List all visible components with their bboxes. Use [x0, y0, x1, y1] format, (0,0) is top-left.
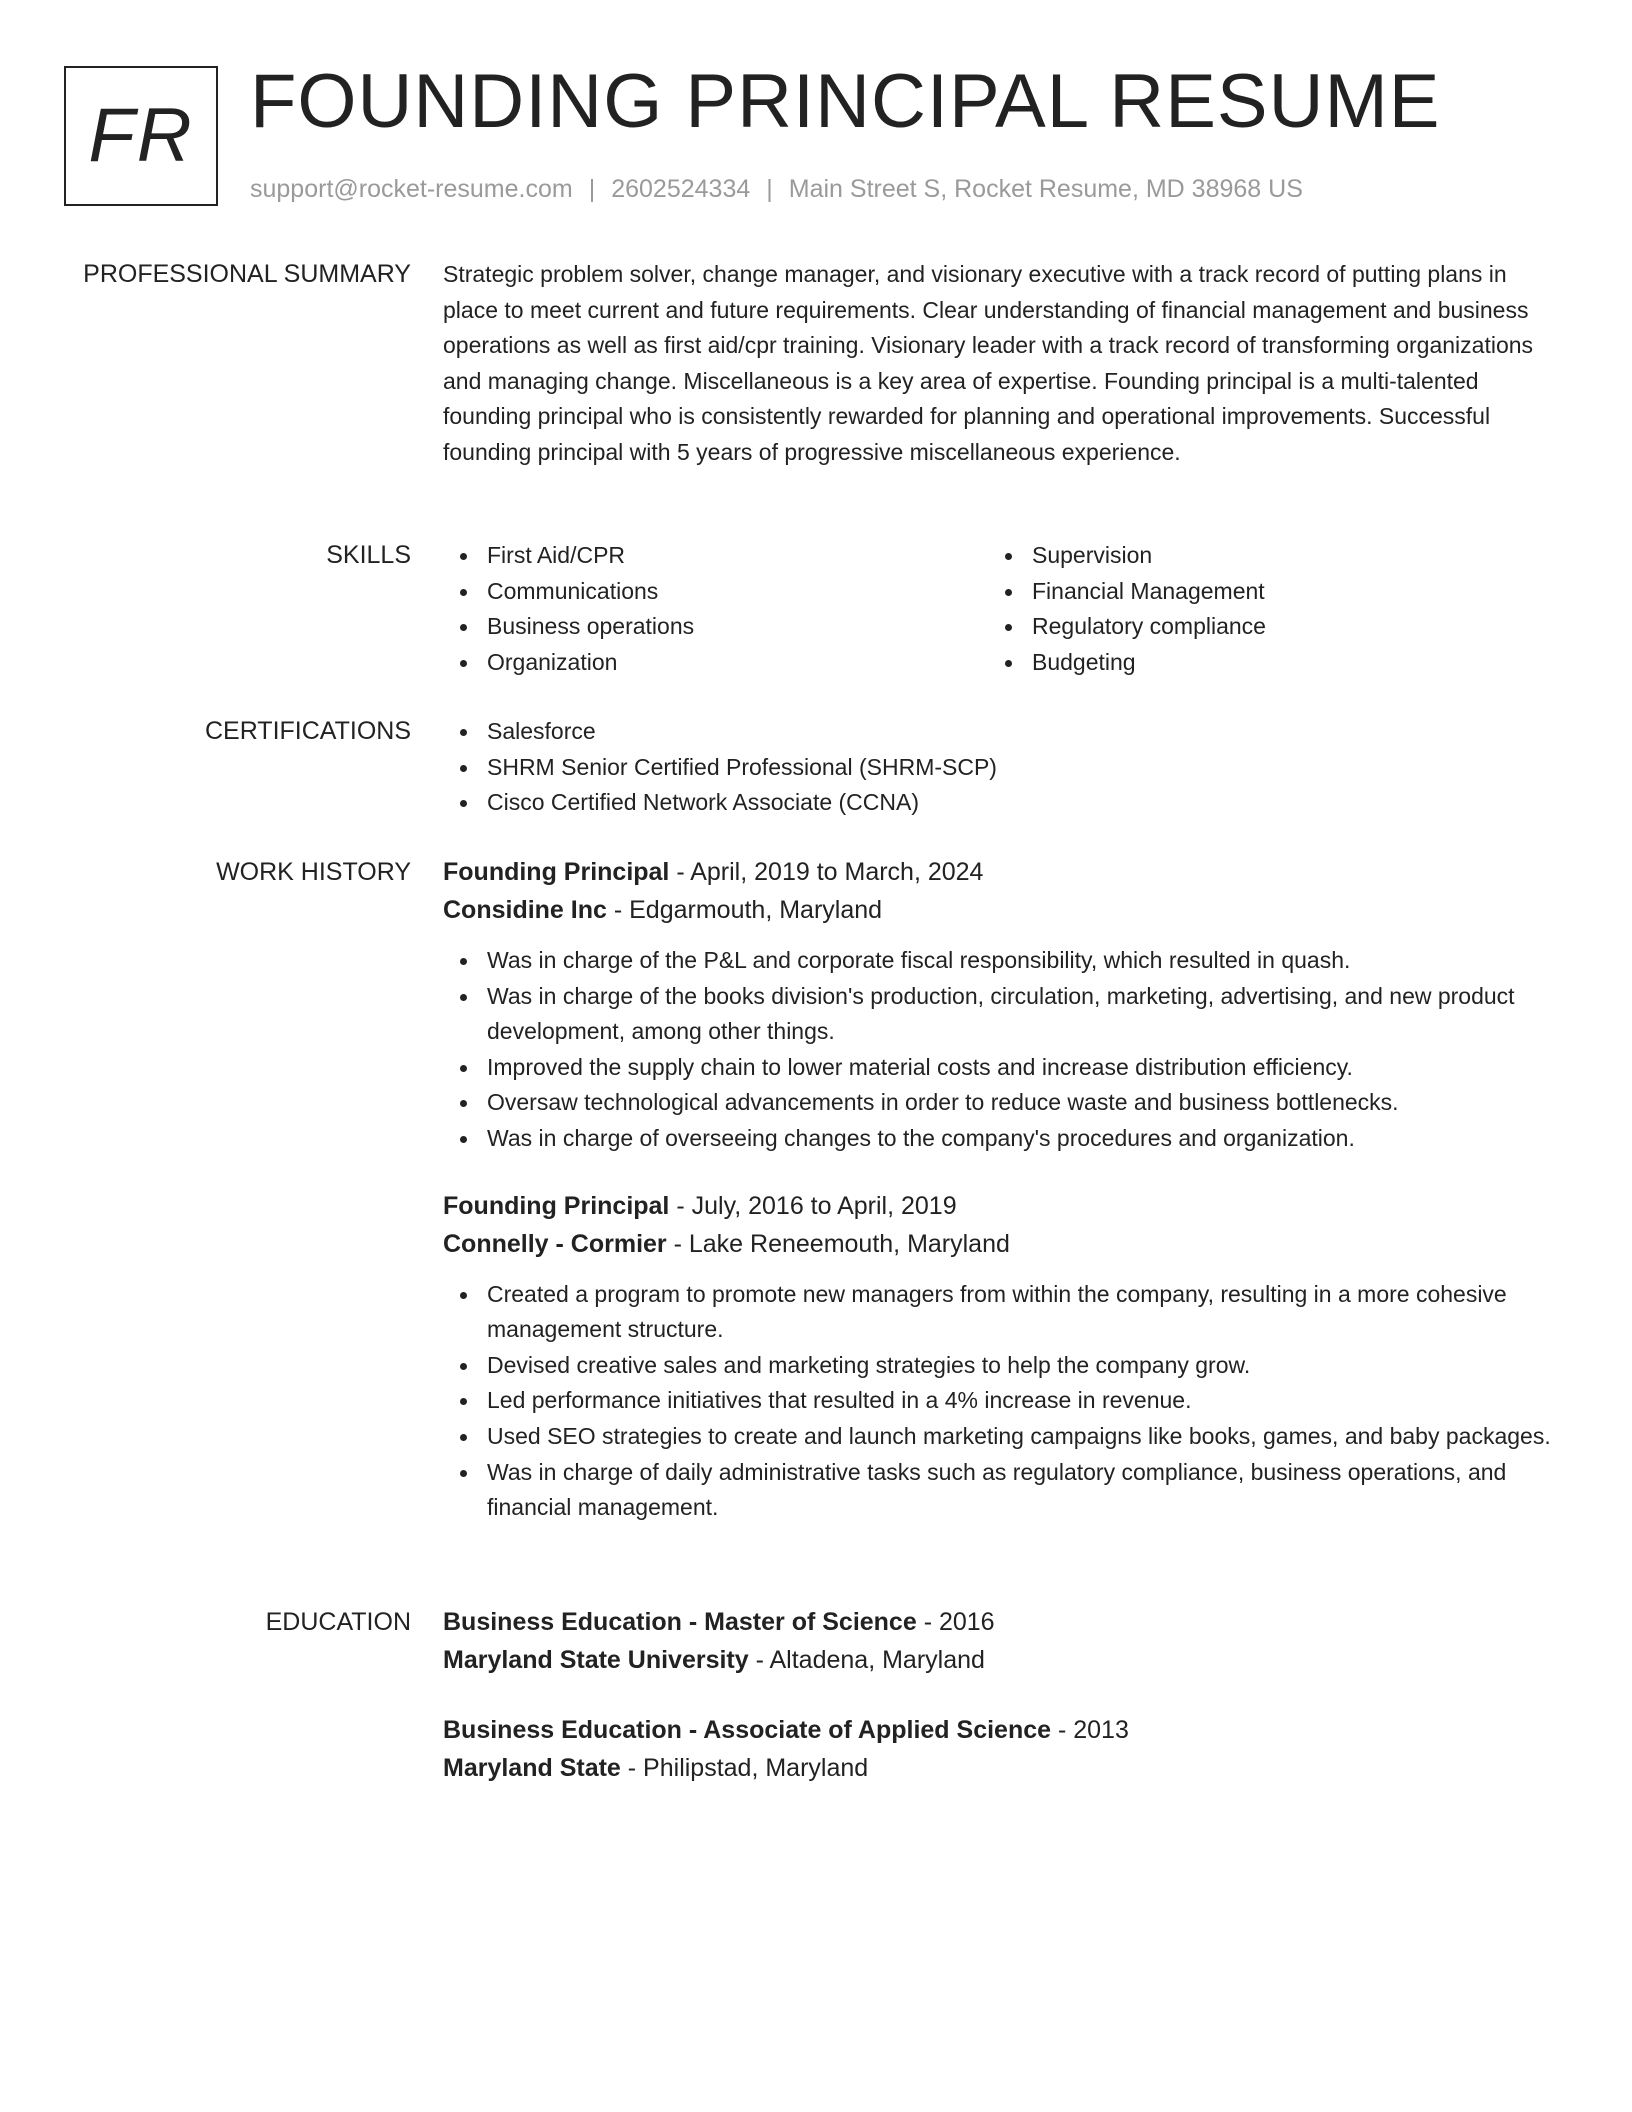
- education-school-line: [443, 1749, 1553, 1787]
- education-year: - 2016: [916, 1608, 995, 1636]
- skill-item: Business operations: [443, 609, 988, 645]
- skill-item: Financial Management: [988, 574, 1533, 610]
- job-duty: Devised creative sales and marketing strategies to help the company grow.: [443, 1348, 1553, 1384]
- education-entry: [443, 1603, 1553, 1679]
- contact-separator: |: [588, 175, 596, 203]
- job-location: - Lake Reneemouth, Maryland: [666, 1229, 1010, 1258]
- certification-item: SHRM Senior Certified Professional (SHRM-SCP): [443, 750, 1553, 786]
- education-degree: Business Education - Master of Science: [443, 1608, 917, 1636]
- skills-section: [443, 538, 1553, 680]
- job-duty: Created a program to promote new managers from within the company, resulting in a more cohesive management structure.: [443, 1277, 1553, 1348]
- job-duty: Oversaw technological advancements in order to reduce waste and business bottlenecks.: [443, 1085, 1553, 1121]
- education-entry: [443, 1711, 1553, 1787]
- certifications-list: [443, 714, 1553, 821]
- job-duty: Was in charge of overseeing changes to the company's procedures and organization.: [443, 1121, 1553, 1157]
- skill-item: Budgeting: [988, 645, 1533, 681]
- job-title-line: [443, 1187, 1553, 1225]
- education-school: Maryland State: [443, 1754, 621, 1782]
- job-duty: Led performance initiatives that resulted in a 4% increase in revenue.: [443, 1383, 1553, 1419]
- initials-monogram: [64, 66, 218, 206]
- certifications-section: [443, 714, 1553, 821]
- skill-item: Communications: [443, 574, 988, 610]
- job-title-line: [443, 853, 1553, 891]
- skills-grid: [443, 538, 1553, 680]
- job-company: Connelly - Cormier: [443, 1229, 667, 1258]
- job-entry: [443, 853, 1553, 1157]
- job-dates: - April, 2019 to March, 2024: [669, 858, 984, 886]
- job-duty: Was in charge of daily administrative tasks such as regulatory compliance, business operations, and financial management.: [443, 1455, 1553, 1526]
- job-duty: Was in charge of the books division's production, circulation, marketing, advertising, and new product development, among other things.: [443, 979, 1553, 1050]
- skill-item: First Aid/CPR: [443, 538, 988, 574]
- skill-item: Regulatory compliance: [988, 609, 1533, 645]
- skill-item: Organization: [443, 645, 988, 681]
- job-company: Considine Inc: [443, 896, 607, 924]
- job-company-line: [443, 1225, 1553, 1263]
- education-section: [443, 1603, 1553, 1787]
- contact-line: [250, 172, 1303, 206]
- job-duties-list: [443, 1277, 1553, 1526]
- certification-item: Cisco Certified Network Associate (CCNA): [443, 785, 1553, 821]
- education-year: - 2013: [1051, 1716, 1129, 1744]
- initials-text: FR: [88, 93, 194, 178]
- education-location: - Philipstad, Maryland: [620, 1754, 869, 1782]
- section-label-work-history: WORK HISTORY: [216, 858, 411, 886]
- job-duties-list: [443, 943, 1553, 1157]
- education-school-line: [443, 1641, 1553, 1679]
- contact-phone[interactable]: 2602524334: [611, 175, 751, 203]
- certification-item: Salesforce: [443, 714, 1553, 750]
- page-title: FOUNDING PRINCIPAL RESUME: [250, 59, 1441, 144]
- job-duty: Was in charge of the P&L and corporate fiscal responsibility, which resulted in quash.: [443, 943, 1553, 979]
- job-company-line: [443, 891, 1553, 929]
- section-label-skills: SKILLS: [326, 541, 411, 569]
- education-degree-line: [443, 1603, 1553, 1641]
- professional-summary: [443, 257, 1553, 471]
- work-history-section: [443, 853, 1553, 1526]
- education-degree: Business Education - Associate of Applied Science: [443, 1716, 1052, 1744]
- skills-list-left: [443, 538, 988, 680]
- contact-email[interactable]: support@rocket-resume.com: [250, 175, 573, 203]
- job-location: - Edgarmouth, Maryland: [606, 896, 883, 924]
- education-location: - Altadena, Maryland: [748, 1646, 985, 1674]
- section-label-education: EDUCATION: [265, 1608, 411, 1636]
- education-school: Maryland State University: [443, 1646, 749, 1674]
- skills-list-right: [988, 538, 1533, 680]
- section-label-summary: PROFESSIONAL SUMMARY: [83, 260, 411, 288]
- education-degree-line: [443, 1711, 1553, 1749]
- job-title: Founding Principal: [443, 1191, 670, 1220]
- section-label-certifications: CERTIFICATIONS: [204, 717, 411, 745]
- job-duty: Improved the supply chain to lower material costs and increase distribution efficiency.: [443, 1050, 1553, 1086]
- summary-text: Strategic problem solver, change manager, and visionary executive with a track record of putting plans in place to meet current and future requirements. Clear understanding of financial management and business operations as well as first aid/cpr training. Visionary leader with a track record of transforming organizations and managing change. Miscellaneous is a key area of expertise. Founding principal is a multi-talented founding principal who is consistently rewarded for planning and operational improvements. Successful founding principal with 5 years of progressive miscellaneous experience.: [443, 261, 1534, 465]
- job-dates: - July, 2016 to April, 2019: [669, 1191, 957, 1220]
- skill-item: Supervision: [988, 538, 1533, 574]
- contact-address: Main Street S, Rocket Resume, MD 38968 US: [788, 175, 1303, 203]
- job-title: Founding Principal: [443, 858, 670, 886]
- contact-separator: |: [766, 175, 773, 203]
- job-duty: Used SEO strategies to create and launch marketing campaigns like books, games, and baby packages.: [443, 1419, 1553, 1455]
- job-entry: [443, 1187, 1553, 1526]
